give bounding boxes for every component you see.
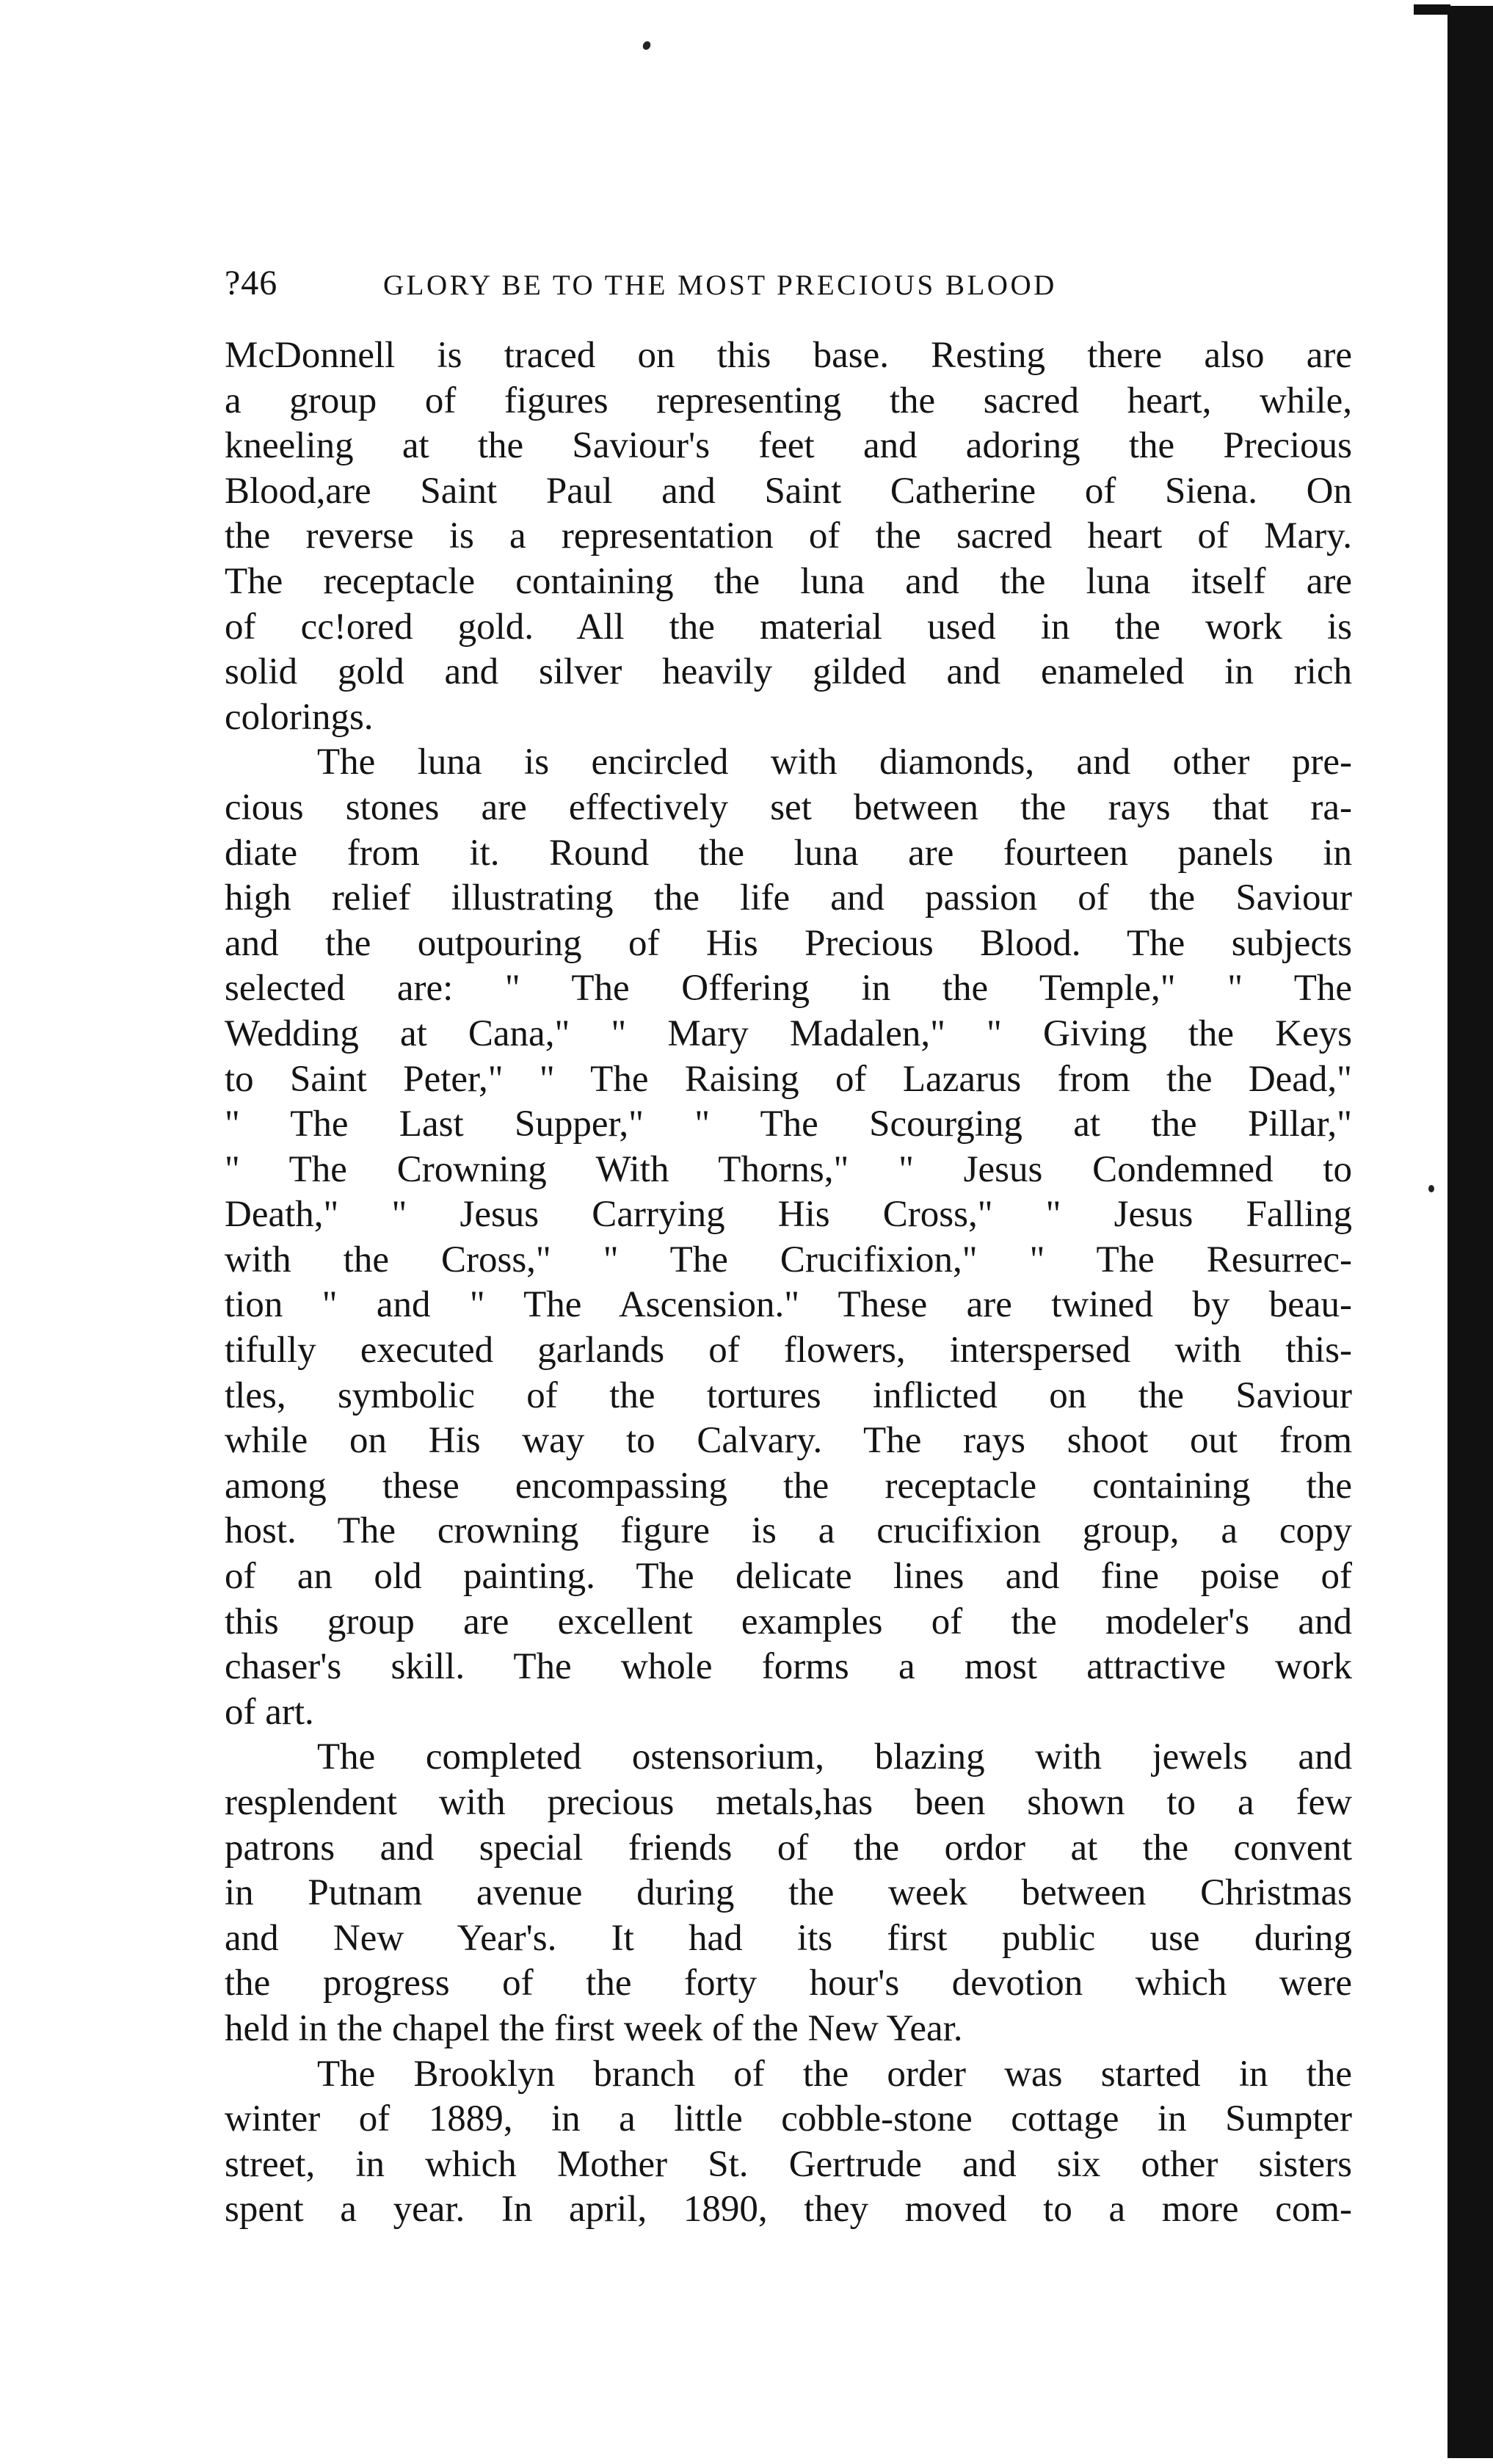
text-line: Wedding at Cana," " Mary Madalen," " Giving the Keys bbox=[225, 1012, 1352, 1054]
text-line: tifully executed garlands of flowers, interspersed with this- bbox=[225, 1330, 1352, 1371]
text-line: " The Last Supper," " The Scourging at the Pillar," bbox=[225, 1104, 1352, 1145]
text-line: chaser's skill. The whole forms a most attractive work bbox=[225, 1646, 1352, 1688]
running-head bbox=[225, 263, 1238, 307]
text-line: patrons and special friends of the ordor at the convent bbox=[225, 1827, 1352, 1869]
text-line: the progress of the forty hour's devotion which were bbox=[225, 1963, 1352, 2004]
text-line: diate from it. Round the luna are fourteen panels in bbox=[225, 832, 1352, 874]
body-text bbox=[225, 333, 1352, 2233]
text-line: among these encompassing the receptacle containing the bbox=[225, 1465, 1352, 1507]
text-line: Death," " Jesus Carrying His Cross," " Jesus Falling bbox=[225, 1194, 1352, 1236]
text-line: in Putnam avenue during the week between Christmas bbox=[225, 1872, 1352, 1914]
page-border-bar bbox=[1447, 6, 1493, 2458]
text-line: The receptacle containing the luna and the luna itself are bbox=[225, 560, 1352, 602]
page-number: ?46 bbox=[225, 264, 278, 302]
running-title: GLORY BE TO THE MOST PRECIOUS BLOOD bbox=[383, 269, 1057, 301]
text-line: The completed ostensorium, blazing with jewels and bbox=[317, 1736, 1352, 1778]
text-line: a group of figures representing the sacred heart, while, bbox=[225, 380, 1352, 421]
text-line: cious stones are effectively set between the rays that ra- bbox=[225, 786, 1352, 828]
text-line: this group are excellent examples of the modeler's and bbox=[225, 1601, 1352, 1642]
text-line: while on His way to Calvary. The rays shoot out from bbox=[225, 1420, 1352, 1462]
text-line: to Saint Peter," " The Raising of Lazarus from the Dead," bbox=[225, 1058, 1352, 1100]
scan-speck bbox=[642, 40, 653, 51]
page-border-cap bbox=[1414, 4, 1450, 15]
text-line: Blood,are Saint Paul and Saint Catherine of Siena. On bbox=[225, 470, 1352, 512]
text-line: solid gold and silver heavily gilded and enameled in rich bbox=[225, 651, 1352, 693]
text-line: tion " and " The Ascension." These are twined by beau- bbox=[225, 1284, 1352, 1326]
scan-speck bbox=[1428, 1185, 1434, 1192]
text-line: winter of 1889, in a little cobble-stone cottage in Sumpter bbox=[225, 2098, 1352, 2140]
text-line: kneeling at the Saviour's feet and adoring the Precious bbox=[225, 425, 1352, 467]
text-line: with the Cross," " The Crucifixion," " The Resurrec- bbox=[225, 1239, 1352, 1280]
text-line: McDonnell is traced on this base. Resting there also are bbox=[225, 335, 1352, 376]
text-line: host. The crowning figure is a crucifixion group, a copy bbox=[225, 1510, 1352, 1552]
text-line: of art. bbox=[225, 1691, 314, 1733]
text-line: spent a year. In april, 1890, they moved to a more com- bbox=[225, 2189, 1352, 2231]
text-line: high relief illustrating the life and passion of the Saviour bbox=[225, 877, 1352, 919]
text-line: The Brooklyn branch of the order was started in the bbox=[317, 2053, 1352, 2095]
text-line: resplendent with precious metals,has been shown to a few bbox=[225, 1782, 1352, 1823]
text-line: street, in which Mother St. Gertrude and six other sisters bbox=[225, 2143, 1352, 2185]
text-line: of an old painting. The delicate lines and fine poise of bbox=[225, 1556, 1352, 1598]
text-line: and New Year's. It had its first public use during bbox=[225, 1917, 1352, 1959]
text-line: selected are: " The Offering in the Temple," " The bbox=[225, 968, 1352, 1010]
text-line: and the outpouring of His Precious Blood. The subjects bbox=[225, 922, 1352, 964]
text-line: the reverse is a representation of the sacred heart of Mary. bbox=[225, 515, 1352, 557]
text-line: The luna is encircled with diamonds, and other pre- bbox=[317, 742, 1352, 783]
text-line: " The Crowning With Thorns," " Jesus Condemned to bbox=[225, 1148, 1352, 1190]
text-line: held in the chapel the first week of the New Year. bbox=[225, 2007, 963, 2049]
text-line: colorings. bbox=[225, 696, 374, 738]
text-line: of cc!ored gold. All the material used in the work is bbox=[225, 606, 1352, 648]
text-line: tles, symbolic of the tortures inflicted on the Saviour bbox=[225, 1374, 1352, 1416]
